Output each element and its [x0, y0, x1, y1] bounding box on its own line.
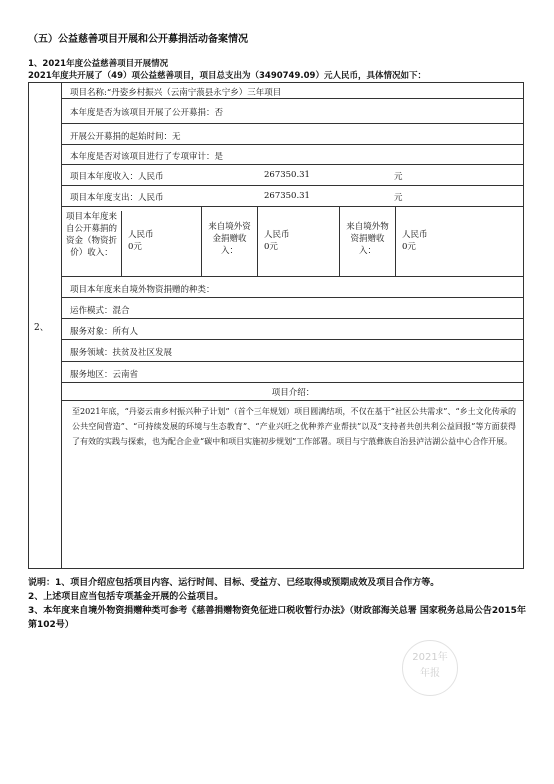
service-target: 服务对象：所有人	[70, 327, 139, 337]
row-service-field	[62, 340, 524, 362]
operation-mode: 运作模式：混合	[70, 306, 130, 316]
notes	[28, 576, 528, 632]
note-1: 说明：1、项目介绍应包括项目内容、运行时间、目标、受益方、已经取得或预期成效及项目合作方等。	[28, 578, 440, 588]
fundraising-start: 开展公开募捐的起始时间：无	[70, 132, 181, 142]
expense-label: 项目本年度支出：人民币	[70, 193, 164, 203]
stamp-label: 年报	[420, 668, 440, 679]
public-funds-value: 人民币 0元	[122, 207, 202, 277]
income-value: 267350.31	[264, 170, 310, 180]
stamp-year: 2021年	[412, 652, 448, 663]
project-index: 2、	[34, 323, 49, 333]
row-service-region	[62, 362, 524, 383]
note-2: 2、上述项目应当包括专项基金开展的公益项目。	[28, 592, 224, 602]
foreign-goods-label: 来自境外物资捐赠收入：	[340, 207, 396, 277]
row-foreign-goods-types	[62, 277, 524, 298]
row-audit	[62, 145, 524, 165]
foreign-goods-types: 项目本年度来自境外物资捐赠的种类：	[70, 285, 215, 295]
row-operation-mode	[62, 298, 524, 319]
intro-title: 项目介绍：	[271, 388, 315, 398]
foreign-goods-value: 人民币 0元	[402, 230, 428, 252]
section-title: （五）公益慈善项目开展和公开募捐活动备案情况	[28, 34, 248, 45]
row-public-fundraising	[62, 99, 524, 124]
summary-line: 2021年度共开展了（49）项公益慈善项目，项目总支出为（3490749.09）元人民币，具体情况如下：	[28, 71, 426, 81]
sub-title: 1、2021年度公益慈善项目开展情况	[28, 59, 169, 69]
annual-report-stamp	[402, 640, 458, 696]
project-name: 项目名称:“丹姿乡村振兴（云南宁蒗县永宁乡）三年项目	[70, 88, 282, 98]
intro-body: 至2021年底，“丹姿云南乡村振兴种子计划”（首个三年规划）项目圆满结项，不仅在基于“社区公共需求”、“乡土文化传承的公共空间营造”、“可持续发展的环境与生态教育”、“产业兴旺之优种养产业帮扶”以及“支持者共创共利公益回报”等方面获得了有效的实践与探索，也为配合企业“碳中和项目实施初步规划”工作部署。项目与宁蒗彝族自治县泸沽湖公益中心合作开展。	[72, 407, 516, 446]
row-fundraising-start	[62, 124, 524, 145]
expense-unit: 元	[394, 193, 403, 203]
foreign-funds-value: 人民币 0元	[258, 207, 340, 277]
expense-value: 267350.31	[264, 191, 310, 201]
foreign-funds-label: 来自境外资金捐赠收入：	[202, 207, 258, 277]
income-unit: 元	[394, 172, 403, 182]
note-3: 3、本年度来自境外物资捐赠种类可参考《慈善捐赠物资免征进口税收暂行办法》（财政部海关总署 国家税务总局公告2015年第102号）	[28, 606, 526, 630]
service-field: 服务领域：扶贫及社区发展	[70, 348, 173, 358]
public-funds-label: 项目本年度来自公开募捐的资金（物资折价）收入：	[62, 211, 122, 277]
income-label: 项目本年度收入：人民币	[70, 172, 164, 182]
public-fundraising: 本年度是否为该项目开展了公开募捐：否	[70, 108, 224, 118]
service-region: 服务地区：云南省	[70, 370, 139, 380]
row-project-name	[62, 82, 524, 99]
row-service-target	[62, 319, 524, 340]
audit-status: 本年度是否对该项目进行了专项审计：是	[70, 152, 224, 162]
